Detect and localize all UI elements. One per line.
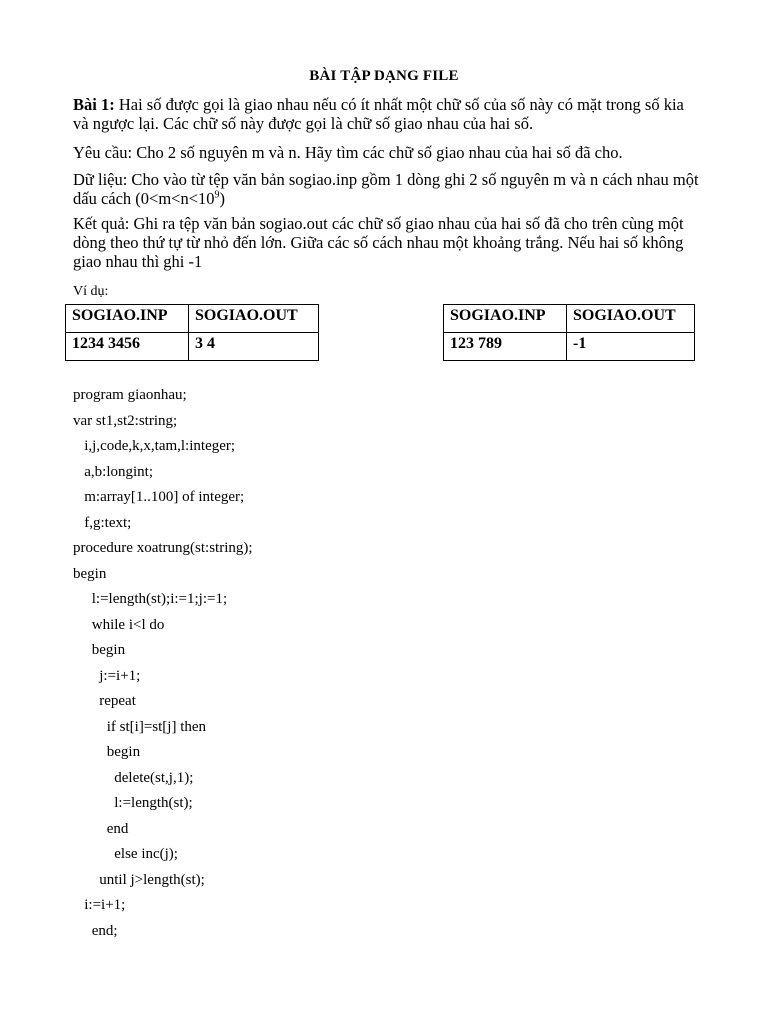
code-line: else inc(j);: [73, 846, 178, 862]
code-line: repeat: [73, 693, 136, 709]
problem-text: Hai số được gọi là giao nhau nếu có ít nhất một chữ số của số này có mặt trong số kia và ngược lại. Các chữ số này được gọi là chữ số giao nhau của hai số.: [73, 95, 684, 133]
code-line: program giaonhau;: [73, 387, 187, 403]
code-line: if st[i]=st[j] then: [73, 718, 207, 735]
example-2-input: 123 789: [444, 333, 567, 361]
code-line: m:array[1..100] of integer;: [73, 489, 245, 505]
example-1-output: 3 4: [189, 333, 319, 361]
code-line: delete(st,j,1);: [73, 769, 194, 786]
problem-statement: [73, 95, 703, 133]
requirement-text: Yêu cầu: Cho 2 số nguyên m và n. Hãy tìm các chữ số giao nhau của hai số đã cho.: [73, 143, 623, 162]
example-2-header-output: SOGIAO.OUT: [567, 305, 695, 333]
example-label: Ví dụ:: [73, 284, 109, 299]
example-1-header-input: SOGIAO.INP: [66, 305, 189, 333]
output-description: Kết quả: Ghi ra tệp văn bản sogiao.out các chữ số giao nhau của hai số đã cho trên cùng một dòng theo thứ tự từ nhỏ đến lớn. Giữa các số cách nhau một khoảng trắng. Nếu hai số không giao nhau thì ghi -1: [73, 214, 684, 271]
problem-label: Bài 1:: [73, 95, 115, 114]
page-title: BÀI TẬP DẠNG FILE: [309, 68, 459, 84]
input-text: Dữ liệu: Cho vào từ tệp văn bản sogiao.inp gồm 1 dòng ghi 2 số nguyên m và n cách nhau một dấu cách (0<m<n<10: [73, 170, 699, 208]
example-table-1: [65, 304, 319, 361]
code-block: [73, 383, 253, 944]
code-line: begin: [73, 565, 107, 582]
code-line: l:=length(st);: [73, 795, 193, 811]
example-2-output: -1: [567, 333, 695, 361]
code-line: f,g:text;: [73, 514, 132, 531]
input-close: ): [219, 189, 226, 208]
code-line: end: [73, 820, 129, 837]
code-line: begin: [73, 642, 126, 658]
input-exponent: 9: [214, 189, 220, 201]
example-table-2: [443, 304, 695, 361]
code-line: a,b:longint;: [73, 463, 153, 480]
code-line: l:=length(st);i:=1;j:=1;: [73, 591, 228, 607]
code-line: j:=i+1;: [73, 667, 141, 684]
code-line: begin: [73, 744, 141, 760]
code-line: while i<l do: [73, 616, 165, 633]
code-line: procedure xoatrung(st:string);: [73, 540, 253, 556]
code-line: i:=i+1;: [73, 897, 126, 913]
code-line: i,j,code,k,x,tam,l:integer;: [73, 438, 236, 454]
example-1-header-output: SOGIAO.OUT: [189, 305, 319, 333]
code-line: end;: [73, 922, 118, 939]
example-1-input: 1234 3456: [66, 333, 189, 361]
code-line: until j>length(st);: [73, 871, 205, 888]
example-2-header-input: SOGIAO.INP: [444, 305, 567, 333]
code-line: var st1,st2:string;: [73, 412, 178, 429]
input-description: [73, 170, 703, 208]
